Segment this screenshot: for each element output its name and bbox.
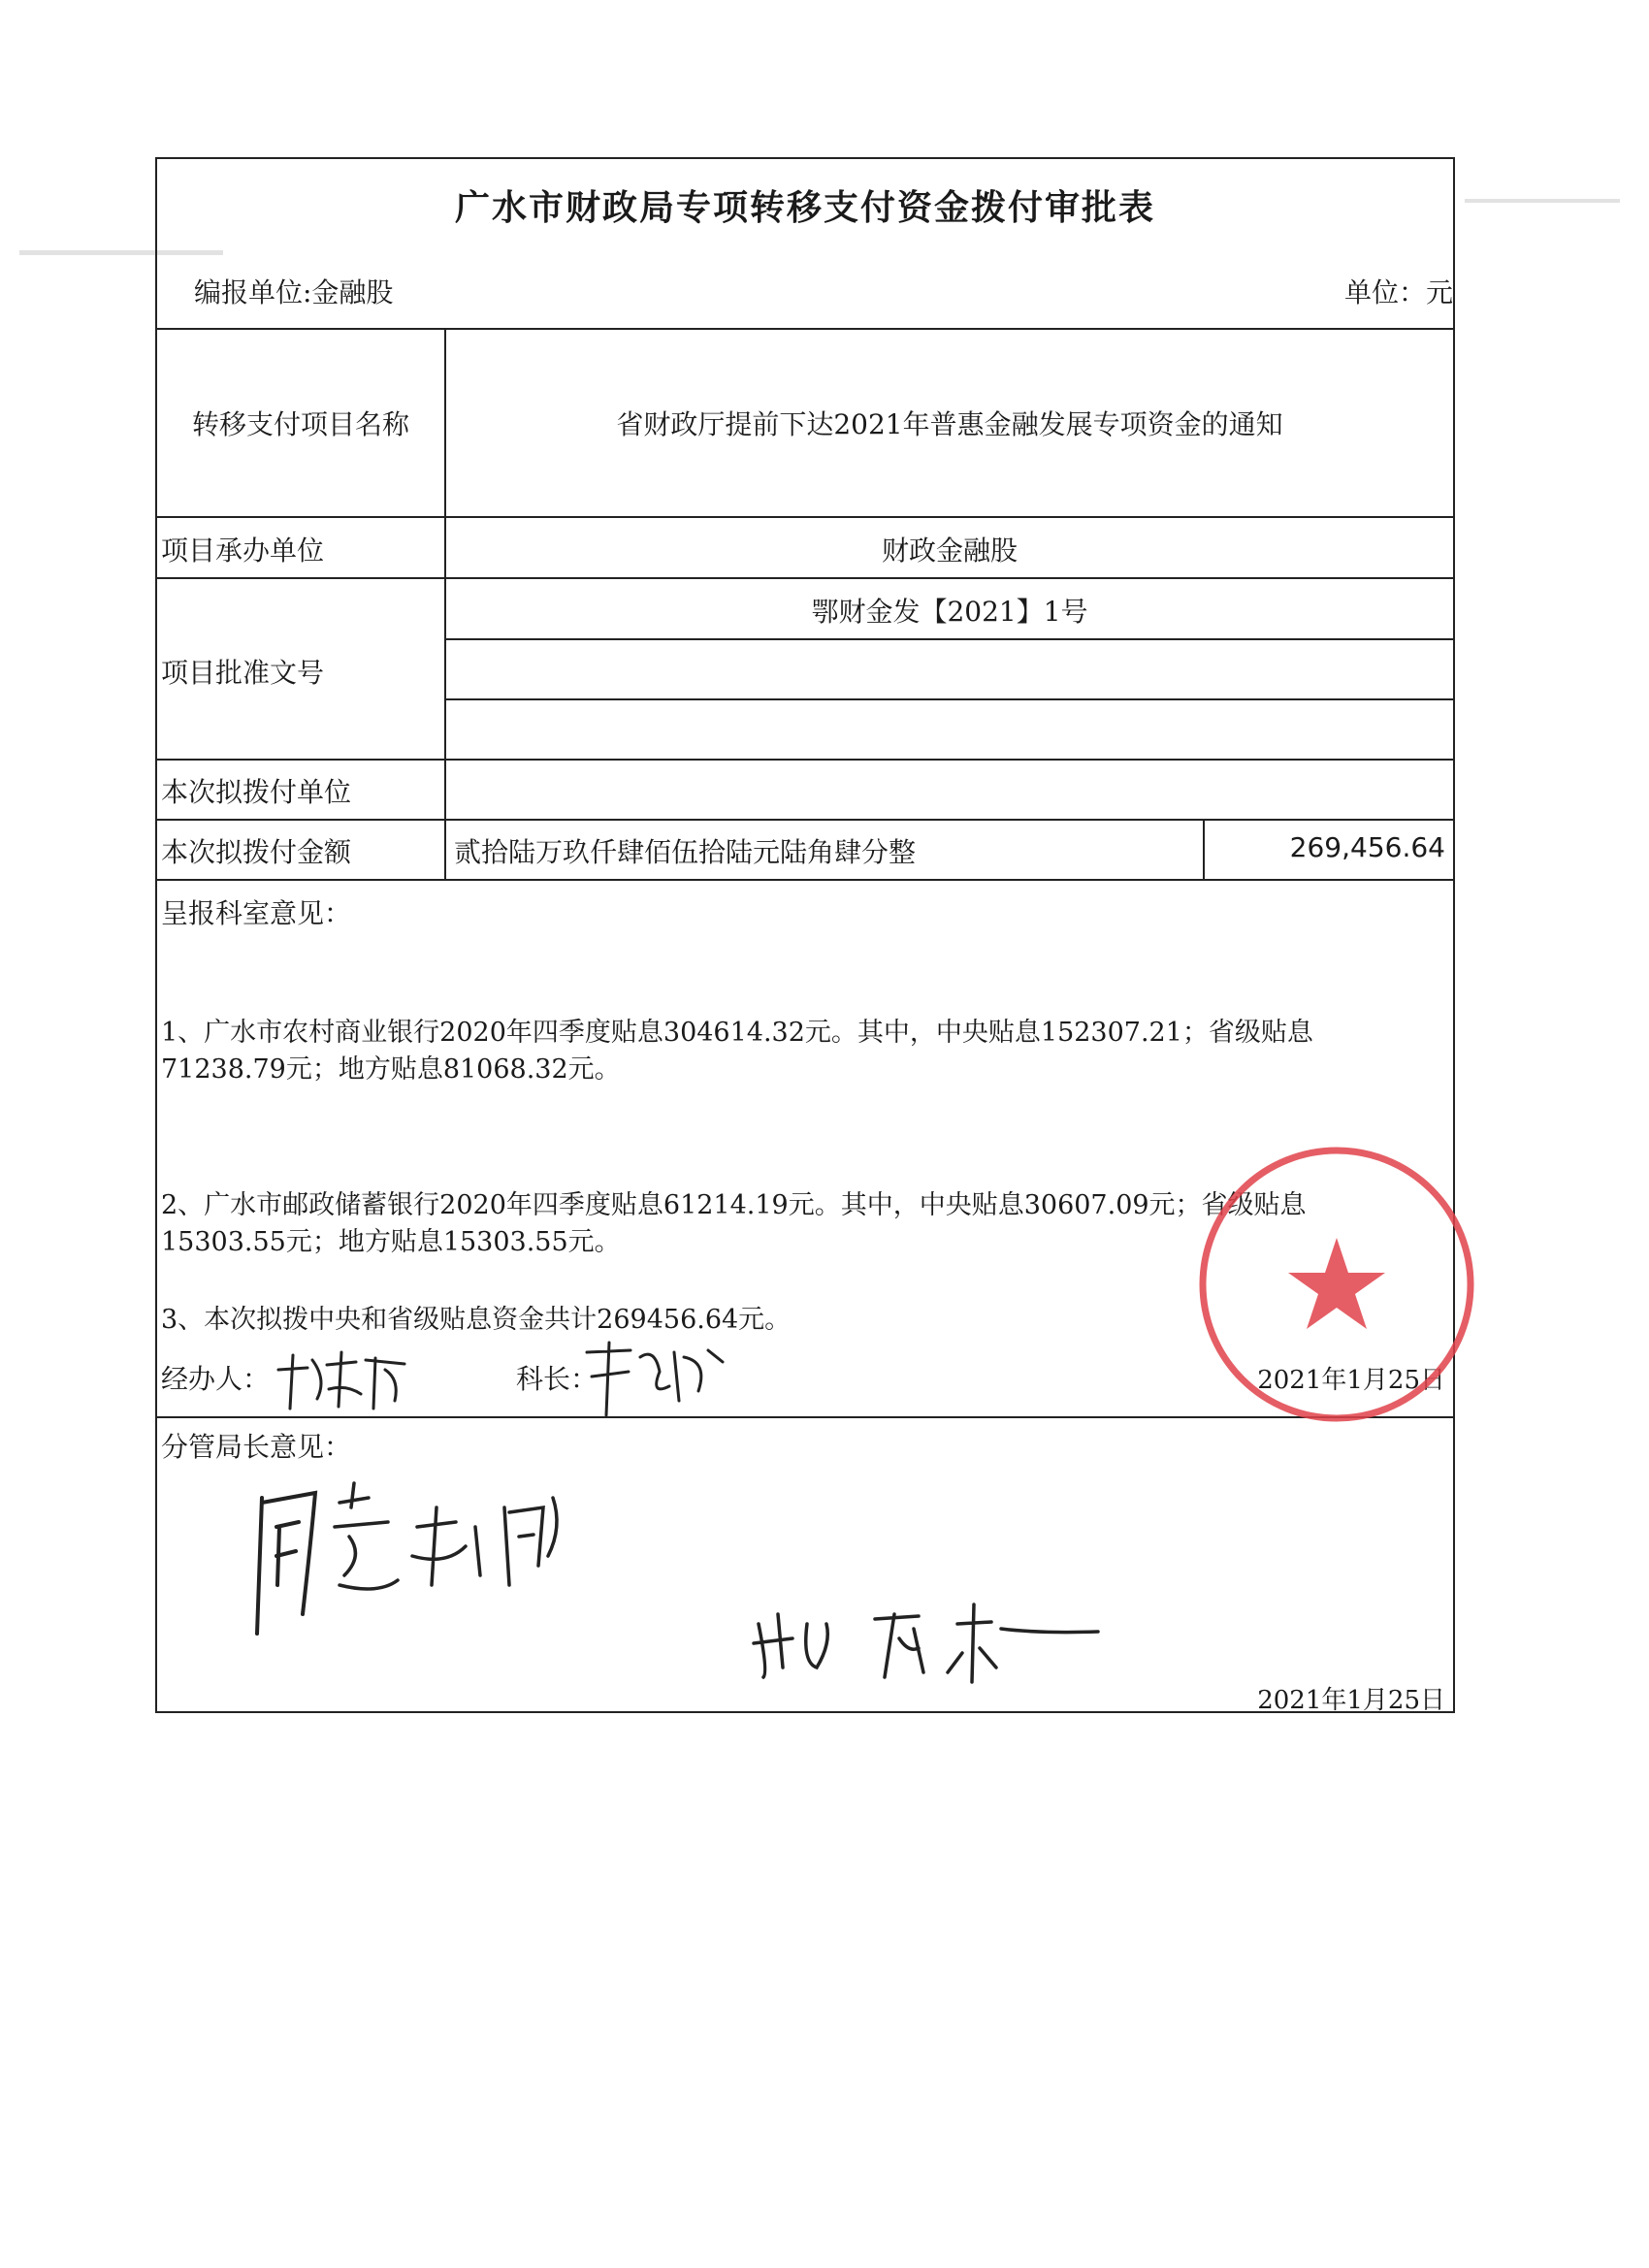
form-title: 广水市财政局专项转移支付资金拨付审批表: [454, 187, 1155, 228]
rule: [157, 328, 1453, 330]
project-name-value: 省财政厅提前下达2021年普惠金融发展专项资金的通知: [616, 408, 1283, 440]
scan-artifact: [1465, 199, 1620, 203]
rule: [444, 698, 1453, 700]
chief-label: 科长：: [516, 1363, 598, 1395]
leader-second-signature: [749, 1585, 1205, 1692]
approval-doc-label: 项目批准文号: [161, 657, 325, 689]
rule: [157, 577, 1453, 579]
compiling-unit: 编报单位:金融股: [194, 276, 394, 308]
rule: [157, 516, 1453, 518]
official-seal: [1191, 1139, 1482, 1430]
amount-in-words: 贰拾陆万玖仟肆佰伍拾陆元陆角肆分整: [454, 836, 917, 868]
opinion-item-1: 1、广水市农村商业银行2020年四季度贴息304614.32元。其中，中央贴息152307.21；省级贴息71238.79元；地方贴息81068.32元。: [161, 1018, 1313, 1085]
rule: [157, 879, 1453, 881]
opinion-label: 呈报科室意见：: [161, 897, 352, 929]
column-divider: [1203, 819, 1205, 879]
opinion-item-3: 3、本次拟拨中央和省级贴息资金共计269456.64元。: [161, 1305, 792, 1335]
rule: [157, 819, 1453, 821]
handler-label: 经办人：: [161, 1363, 271, 1395]
payee-label: 本次拟拨付单位: [161, 776, 352, 808]
chief-signature: [582, 1333, 728, 1420]
approval-form: [155, 157, 1455, 1713]
rule: [444, 638, 1453, 640]
leader-date: 2021年1月25日: [1257, 1686, 1445, 1715]
amount-label: 本次拟拨付金额: [161, 836, 352, 868]
undertaking-unit-label: 项目承办单位: [161, 535, 325, 567]
opinion-item-2: 2、广水市邮政储蓄银行2020年四季度贴息61214.19元。其中，中央贴息30607.09元；省级贴息15303.55元；地方贴息15303.55元。: [161, 1190, 1307, 1257]
currency-unit: 单位：元: [1343, 276, 1453, 308]
approval-doc-value: 鄂财金发【2021】1号: [811, 596, 1088, 628]
opinion-date: 2021年1月25日: [1257, 1366, 1445, 1395]
leader-opinion-label: 分管局长意见：: [161, 1431, 352, 1463]
undertaking-unit-value: 财政金融股: [881, 535, 1018, 567]
rule: [157, 759, 1453, 761]
amount-number: 269,456.64: [1289, 831, 1445, 863]
handler-signature: [269, 1341, 414, 1416]
project-name-label: 转移支付项目名称: [191, 408, 409, 440]
leader-signature: [242, 1469, 786, 1663]
